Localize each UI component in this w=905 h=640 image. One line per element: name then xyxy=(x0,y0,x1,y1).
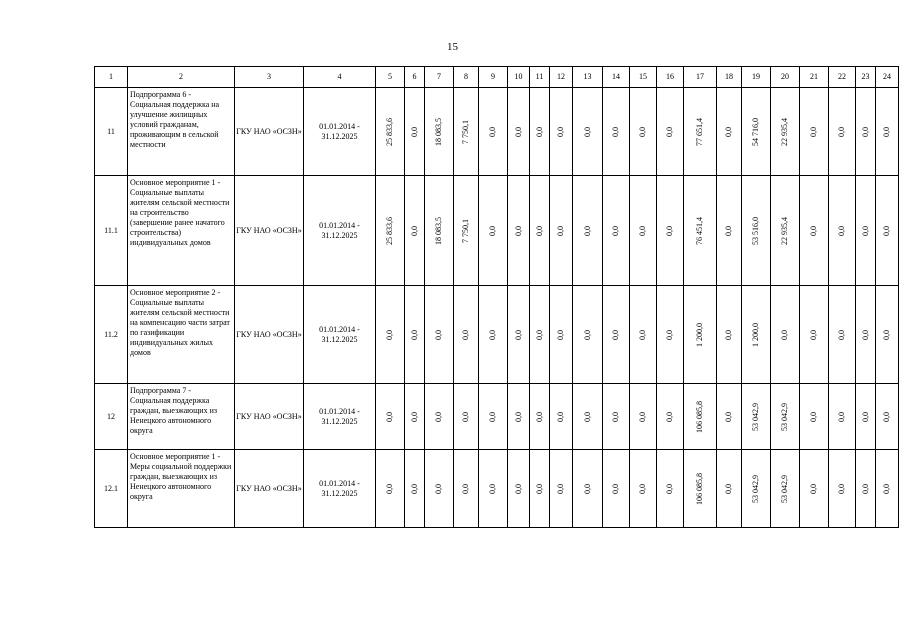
value-text: 0,0 xyxy=(488,126,497,137)
value-cell xyxy=(479,88,508,176)
column-header: 20 xyxy=(771,67,800,88)
value-cell xyxy=(876,286,899,384)
value-cell xyxy=(771,286,800,384)
value-text: 18 083,5 xyxy=(434,117,443,146)
value-cell xyxy=(376,176,405,286)
value-cell xyxy=(800,384,829,450)
value-text: 22 935,4 xyxy=(780,117,789,146)
value-text: 0,0 xyxy=(461,411,470,422)
value-cell xyxy=(603,450,630,528)
value-cell xyxy=(603,88,630,176)
value-cell xyxy=(684,450,717,528)
value-text: 0,0 xyxy=(385,411,394,422)
value-cell xyxy=(405,88,425,176)
value-text: 0,0 xyxy=(809,411,818,422)
column-header: 19 xyxy=(742,67,771,88)
row-number: 11.1 xyxy=(95,176,128,286)
row-name: Основное мероприятие 1 - Социальные выплаты жителям сельской местности на строительство (завершение ранее начатого строительства) индивидуальных домов xyxy=(128,176,235,286)
value-text: 0,0 xyxy=(638,411,647,422)
value-text: 0,0 xyxy=(556,329,565,340)
value-cell xyxy=(630,450,657,528)
row-period: 01.01.2014 - 31.12.2025 xyxy=(304,88,376,176)
value-text: 0,0 xyxy=(513,483,523,494)
value-cell xyxy=(717,286,742,384)
column-header: 6 xyxy=(405,67,425,88)
value-cell xyxy=(550,384,573,450)
value-text: 0,0 xyxy=(461,329,470,340)
value-cell xyxy=(742,286,771,384)
table-row xyxy=(95,450,899,528)
value-cell xyxy=(454,384,479,450)
value-text: 0,0 xyxy=(724,225,733,236)
value-cell xyxy=(454,176,479,286)
value-cell xyxy=(771,88,800,176)
value-cell xyxy=(376,286,405,384)
row-executor: ГКУ НАО «ОСЗН» xyxy=(235,88,304,176)
value-cell xyxy=(425,286,454,384)
value-text: 0,0 xyxy=(611,483,620,494)
value-text: 0,0 xyxy=(860,225,870,236)
value-cell xyxy=(550,450,573,528)
value-cell xyxy=(717,384,742,450)
column-header: 4 xyxy=(304,67,376,88)
column-header: 18 xyxy=(717,67,742,88)
value-cell xyxy=(829,384,856,450)
row-executor: ГКУ НАО «ОСЗН» xyxy=(235,176,304,286)
value-text: 0,0 xyxy=(724,483,733,494)
column-header: 17 xyxy=(684,67,717,88)
value-text: 0,0 xyxy=(665,483,674,494)
value-cell xyxy=(603,176,630,286)
value-cell xyxy=(479,450,508,528)
value-text: 0,0 xyxy=(434,329,443,340)
value-cell xyxy=(876,88,899,176)
row-number: 12 xyxy=(95,384,128,450)
column-header: 2 xyxy=(128,67,235,88)
value-text: 0,0 xyxy=(556,483,565,494)
value-cell xyxy=(550,286,573,384)
value-cell xyxy=(657,384,684,450)
column-header: 23 xyxy=(856,67,876,88)
value-cell xyxy=(742,450,771,528)
value-text: 0,0 xyxy=(534,126,544,137)
value-cell xyxy=(829,88,856,176)
column-header: 21 xyxy=(800,67,829,88)
value-cell xyxy=(630,88,657,176)
value-cell xyxy=(742,88,771,176)
value-cell xyxy=(717,176,742,286)
header-row xyxy=(95,67,899,88)
value-cell xyxy=(530,88,550,176)
value-cell xyxy=(876,384,899,450)
row-executor: ГКУ НАО «ОСЗН» xyxy=(235,450,304,528)
column-header: 22 xyxy=(829,67,856,88)
value-cell xyxy=(742,384,771,450)
value-cell xyxy=(630,176,657,286)
row-number: 11 xyxy=(95,88,128,176)
value-text: 106 085,8 xyxy=(695,400,704,433)
value-text: 53 516,0 xyxy=(751,216,760,245)
value-text: 0,0 xyxy=(809,126,818,137)
value-cell xyxy=(856,384,876,450)
column-header: 5 xyxy=(376,67,405,88)
value-text: 25 833,6 xyxy=(385,117,394,146)
row-period: 01.01.2014 - 31.12.2025 xyxy=(304,450,376,528)
value-cell xyxy=(800,176,829,286)
column-header: 10 xyxy=(508,67,530,88)
value-cell xyxy=(829,286,856,384)
value-text: 0,0 xyxy=(860,329,870,340)
value-cell xyxy=(550,176,573,286)
value-cell xyxy=(684,176,717,286)
value-text: 53 042,9 xyxy=(780,402,789,431)
value-text: 0,0 xyxy=(860,483,870,494)
value-text: 0,0 xyxy=(582,329,592,340)
value-cell xyxy=(657,88,684,176)
value-text: 77 651,4 xyxy=(695,117,704,146)
value-text: 0,0 xyxy=(611,411,620,422)
value-cell xyxy=(405,450,425,528)
row-number: 12.1 xyxy=(95,450,128,528)
value-cell xyxy=(573,450,603,528)
value-cell xyxy=(603,286,630,384)
value-text: 53 042,9 xyxy=(751,402,760,431)
value-text: 0,0 xyxy=(837,411,846,422)
value-cell xyxy=(508,384,530,450)
column-header: 1 xyxy=(95,67,128,88)
value-text: 0,0 xyxy=(534,483,544,494)
value-text: 0,0 xyxy=(556,225,565,236)
value-text: 0,0 xyxy=(556,126,565,137)
value-cell xyxy=(425,176,454,286)
value-text: 0,0 xyxy=(434,411,443,422)
value-cell xyxy=(405,176,425,286)
value-cell xyxy=(800,286,829,384)
value-text: 76 451,4 xyxy=(695,216,704,245)
value-text: 7 750,1 xyxy=(461,218,470,243)
value-text: 18 083,5 xyxy=(434,216,443,245)
row-name: Подпрограмма 6 - Социальная поддержка на улучшение жилищных условий гражданам, проживающим в сельской местности xyxy=(128,88,235,176)
value-text: 0,0 xyxy=(882,483,891,494)
table-row xyxy=(95,286,899,384)
value-text: 0,0 xyxy=(809,483,818,494)
value-text: 0,0 xyxy=(513,411,523,422)
value-cell xyxy=(829,176,856,286)
value-cell xyxy=(573,88,603,176)
value-cell xyxy=(829,450,856,528)
value-text: 0,0 xyxy=(724,126,733,137)
value-text: 0,0 xyxy=(409,225,419,236)
value-cell xyxy=(657,286,684,384)
value-text: 0,0 xyxy=(665,329,674,340)
value-text: 1 200,0 xyxy=(695,322,704,347)
value-text: 0,0 xyxy=(534,225,544,236)
value-text: 0,0 xyxy=(611,329,620,340)
column-header: 16 xyxy=(657,67,684,88)
row-name: Основное мероприятие 2 - Социальные выплаты жителям сельской местности на компенсацию части затрат по газификации индивидуальных жилых домов xyxy=(128,286,235,384)
column-header: 11 xyxy=(530,67,550,88)
value-cell xyxy=(876,450,899,528)
value-cell xyxy=(376,384,405,450)
value-cell xyxy=(800,450,829,528)
value-cell xyxy=(856,450,876,528)
value-cell xyxy=(630,286,657,384)
value-cell xyxy=(657,176,684,286)
value-cell xyxy=(530,450,550,528)
value-cell xyxy=(508,176,530,286)
value-cell xyxy=(405,384,425,450)
value-text: 0,0 xyxy=(534,329,544,340)
value-cell xyxy=(405,286,425,384)
value-text: 0,0 xyxy=(638,225,647,236)
row-executor: ГКУ НАО «ОСЗН» xyxy=(235,384,304,450)
value-cell xyxy=(425,88,454,176)
value-text: 0,0 xyxy=(488,329,497,340)
value-cell xyxy=(684,286,717,384)
value-cell xyxy=(603,384,630,450)
value-cell xyxy=(530,384,550,450)
value-text: 0,0 xyxy=(556,411,565,422)
value-text: 0,0 xyxy=(882,329,891,340)
value-text: 0,0 xyxy=(724,411,733,422)
value-text: 0,0 xyxy=(638,126,647,137)
value-text: 0,0 xyxy=(409,411,419,422)
value-cell xyxy=(508,286,530,384)
value-text: 0,0 xyxy=(665,126,674,137)
value-cell xyxy=(717,88,742,176)
value-cell xyxy=(856,176,876,286)
value-text: 0,0 xyxy=(837,225,846,236)
value-text: 54 716,0 xyxy=(751,117,760,146)
row-period: 01.01.2014 - 31.12.2025 xyxy=(304,286,376,384)
value-text: 0,0 xyxy=(409,329,419,340)
value-cell xyxy=(742,176,771,286)
value-text: 0,0 xyxy=(409,126,419,137)
value-cell xyxy=(657,450,684,528)
value-cell xyxy=(800,88,829,176)
value-text: 0,0 xyxy=(385,483,394,494)
budget-table xyxy=(94,66,899,528)
value-text: 0,0 xyxy=(638,329,647,340)
value-text: 1 200,0 xyxy=(751,322,760,347)
page-number: 15 xyxy=(447,41,458,53)
value-cell xyxy=(508,88,530,176)
value-text: 0,0 xyxy=(534,411,544,422)
value-cell xyxy=(684,384,717,450)
value-text: 0,0 xyxy=(638,483,647,494)
value-cell xyxy=(454,286,479,384)
value-text: 0,0 xyxy=(513,225,523,236)
value-text: 0,0 xyxy=(665,411,674,422)
value-text: 53 042,9 xyxy=(780,474,789,503)
table-row xyxy=(95,384,899,450)
value-text: 0,0 xyxy=(882,411,891,422)
value-text: 0,0 xyxy=(582,225,592,236)
column-header: 7 xyxy=(425,67,454,88)
value-cell xyxy=(479,384,508,450)
column-header: 3 xyxy=(235,67,304,88)
value-text: 0,0 xyxy=(837,483,846,494)
value-cell xyxy=(530,176,550,286)
value-text: 0,0 xyxy=(409,483,419,494)
value-cell xyxy=(876,176,899,286)
row-name: Основное мероприятие 1 - Меры социальной поддержки граждан, выезжающих из Ненецкого автономного округа xyxy=(128,450,235,528)
column-header: 12 xyxy=(550,67,573,88)
value-text: 0,0 xyxy=(860,411,870,422)
value-cell xyxy=(856,286,876,384)
value-text: 7 750,1 xyxy=(461,119,470,144)
value-cell xyxy=(454,450,479,528)
value-cell xyxy=(573,286,603,384)
value-text: 0,0 xyxy=(724,329,733,340)
value-cell xyxy=(508,450,530,528)
row-executor: ГКУ НАО «ОСЗН» xyxy=(235,286,304,384)
value-cell xyxy=(856,88,876,176)
value-cell xyxy=(425,450,454,528)
value-cell xyxy=(530,286,550,384)
row-name: Подпрограмма 7 - Социальная поддержка граждан, выезжающих из Ненецкого автономного округа xyxy=(128,384,235,450)
value-text: 0,0 xyxy=(513,329,523,340)
row-period: 01.01.2014 - 31.12.2025 xyxy=(304,384,376,450)
table-row xyxy=(95,88,899,176)
value-text: 0,0 xyxy=(488,483,497,494)
value-cell xyxy=(376,88,405,176)
value-text: 53 042,9 xyxy=(751,474,760,503)
value-text: 0,0 xyxy=(488,411,497,422)
value-text: 0,0 xyxy=(488,225,497,236)
column-header: 24 xyxy=(876,67,899,88)
value-cell xyxy=(479,286,508,384)
table-row xyxy=(95,176,899,286)
value-cell xyxy=(717,450,742,528)
value-text: 0,0 xyxy=(780,329,789,340)
value-text: 0,0 xyxy=(837,126,846,137)
column-header: 15 xyxy=(630,67,657,88)
value-text: 25 833,6 xyxy=(385,216,394,245)
value-text: 0,0 xyxy=(882,225,891,236)
value-text: 0,0 xyxy=(860,126,870,137)
column-header: 14 xyxy=(603,67,630,88)
value-text: 0,0 xyxy=(882,126,891,137)
value-cell xyxy=(684,88,717,176)
value-cell xyxy=(425,384,454,450)
row-period: 01.01.2014 - 31.12.2025 xyxy=(304,176,376,286)
value-text: 0,0 xyxy=(665,225,674,236)
column-header: 13 xyxy=(573,67,603,88)
value-text: 0,0 xyxy=(385,329,394,340)
value-text: 0,0 xyxy=(611,225,620,236)
row-number: 11.2 xyxy=(95,286,128,384)
value-text: 0,0 xyxy=(611,126,620,137)
value-cell xyxy=(573,384,603,450)
column-header: 9 xyxy=(479,67,508,88)
value-cell xyxy=(479,176,508,286)
value-text: 0,0 xyxy=(809,225,818,236)
value-cell xyxy=(771,450,800,528)
value-text: 0,0 xyxy=(434,483,443,494)
value-cell xyxy=(550,88,573,176)
value-text: 0,0 xyxy=(837,329,846,340)
value-text: 0,0 xyxy=(809,329,818,340)
value-cell xyxy=(376,450,405,528)
value-text: 0,0 xyxy=(582,126,592,137)
value-text: 0,0 xyxy=(461,483,470,494)
value-cell xyxy=(454,88,479,176)
value-cell xyxy=(771,384,800,450)
value-text: 0,0 xyxy=(582,411,592,422)
value-text: 0,0 xyxy=(513,126,523,137)
column-header: 8 xyxy=(454,67,479,88)
value-cell xyxy=(630,384,657,450)
value-text: 106 085,8 xyxy=(695,472,704,505)
value-text: 22 935,4 xyxy=(780,216,789,245)
value-text: 0,0 xyxy=(582,483,592,494)
value-cell xyxy=(573,176,603,286)
value-cell xyxy=(771,176,800,286)
